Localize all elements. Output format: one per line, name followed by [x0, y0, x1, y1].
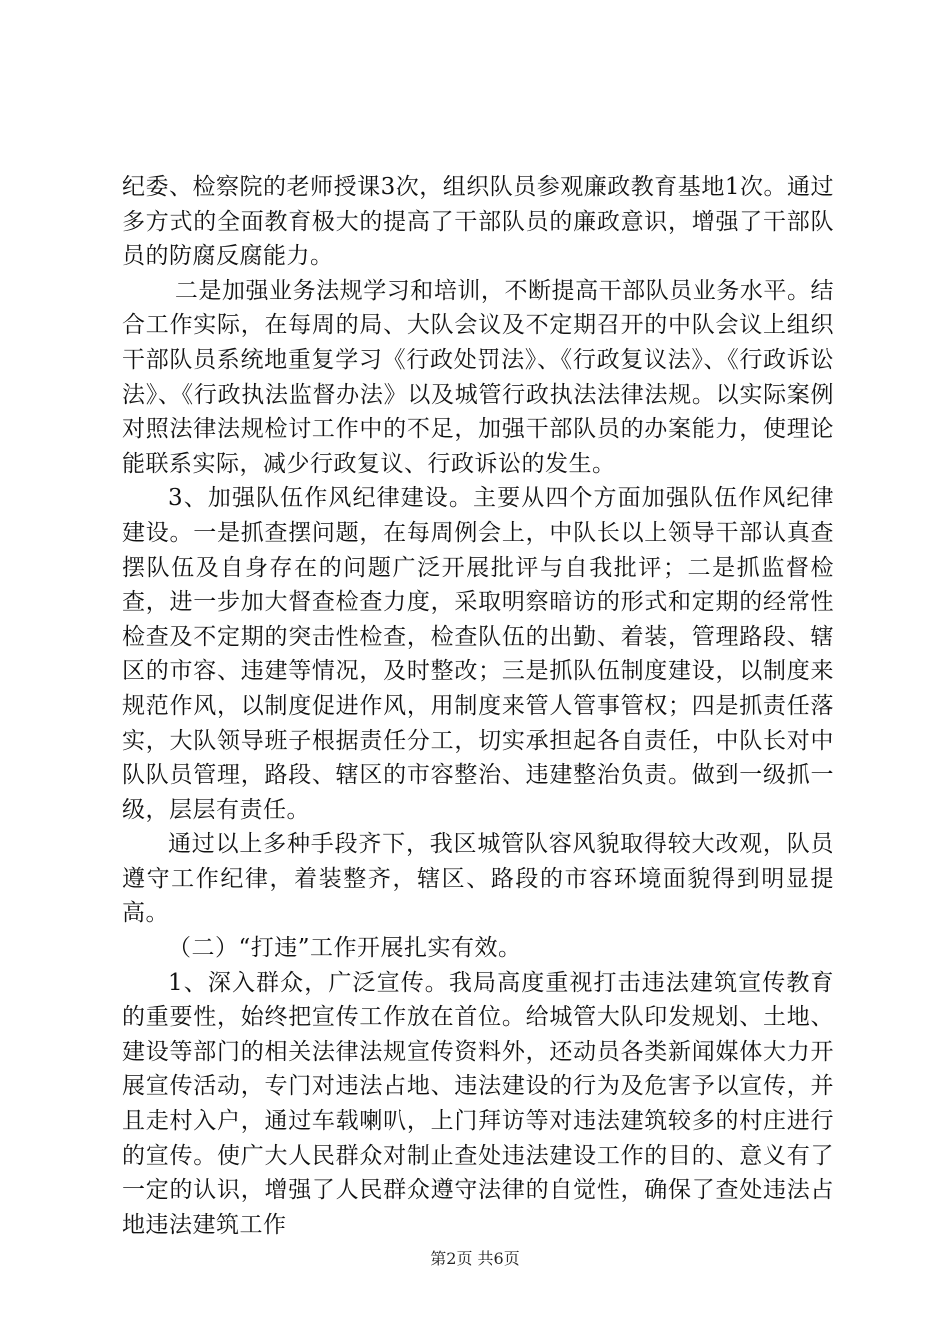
document-body [122, 170, 834, 1242]
paragraph-2: 二是加强业务法规学习和培训，不断提高干部队员业务水平。结合工作实际，在每周的局、大队会议及不定期召开的中队会议上组织干部队员系统地重复学习《行政处罚法》、《行政复议法》、《行政诉讼法》、《行政执法监督办法》以及城管行政执法法律法规。以实际案例对照法律法规检讨工作中的不足，加强干部队员的办案能力，使理论能联系实际，减少行政复议、行政诉讼的发生。 [122, 277, 834, 477]
paragraph-5: 1、深入群众，广泛宣传。我局高度重视打击违法建筑宣传教育的重要性，始终把宣传工作放在首位。给城管大队印发规划、土地、建设等部门的相关法律法规宣传资料外，还动员各类新闻媒体大力开展宣传活动，专门对违法占地、违法建设的行为及危害予以宣传，并且走村入户，通过车载喇叭，上门拜访等对违法建筑较多的村庄进行的宣传。使广大人民群众对制止查处违法建设工作的目的、意义有了一定的认识，增强了人民群众遵守法律的自觉性，确保了查处违法占地违法建筑工作 [122, 969, 834, 1238]
paragraph-1: 纪委、检察院的老师授课3次，组织队员参观廉政教育基地1次。通过多方式的全面教育极大的提高了干部队员的廉政意识，增强了干部队员的防腐反腐能力。 [122, 174, 834, 270]
paragraph-3: 3、加强队伍作风纪律建设。主要从四个方面加强队伍作风纪律建设。一是抓查摆问题，在每周例会上，中队长以上领导干部认真查摆队伍及自身存在的问题广泛开展批评与自我批评；二是抓监督检查，进一步加大督查检查力度，采取明察暗访的形式和定期的经常性检查及不定期的突击性检查，检查队伍的出勤、着装，管理路段、辖区的市容、违建等情况，及时整改；三是抓队伍制度建设，以制度来规范作风，以制度促进作风，用制度来管人管事管权；四是抓责任落实，大队领导班子根据责任分工，切实承担起各自责任，中队长对中队队员管理，路段、辖区的市容整治、违建整治负责。做到一级抓一级，层层有责任。 [122, 485, 834, 823]
section-heading: （二）“打违”工作开展扎实有效。 [168, 935, 522, 962]
page-footer: 第2页 共6页 [430, 1249, 520, 1268]
paragraph-4: 通过以上多种手段齐下，我区城管队容风貌取得较大改观，队员遵守工作纪律，着装整齐，辖区、路段的市容环境面貌得到明显提高。 [122, 831, 834, 927]
